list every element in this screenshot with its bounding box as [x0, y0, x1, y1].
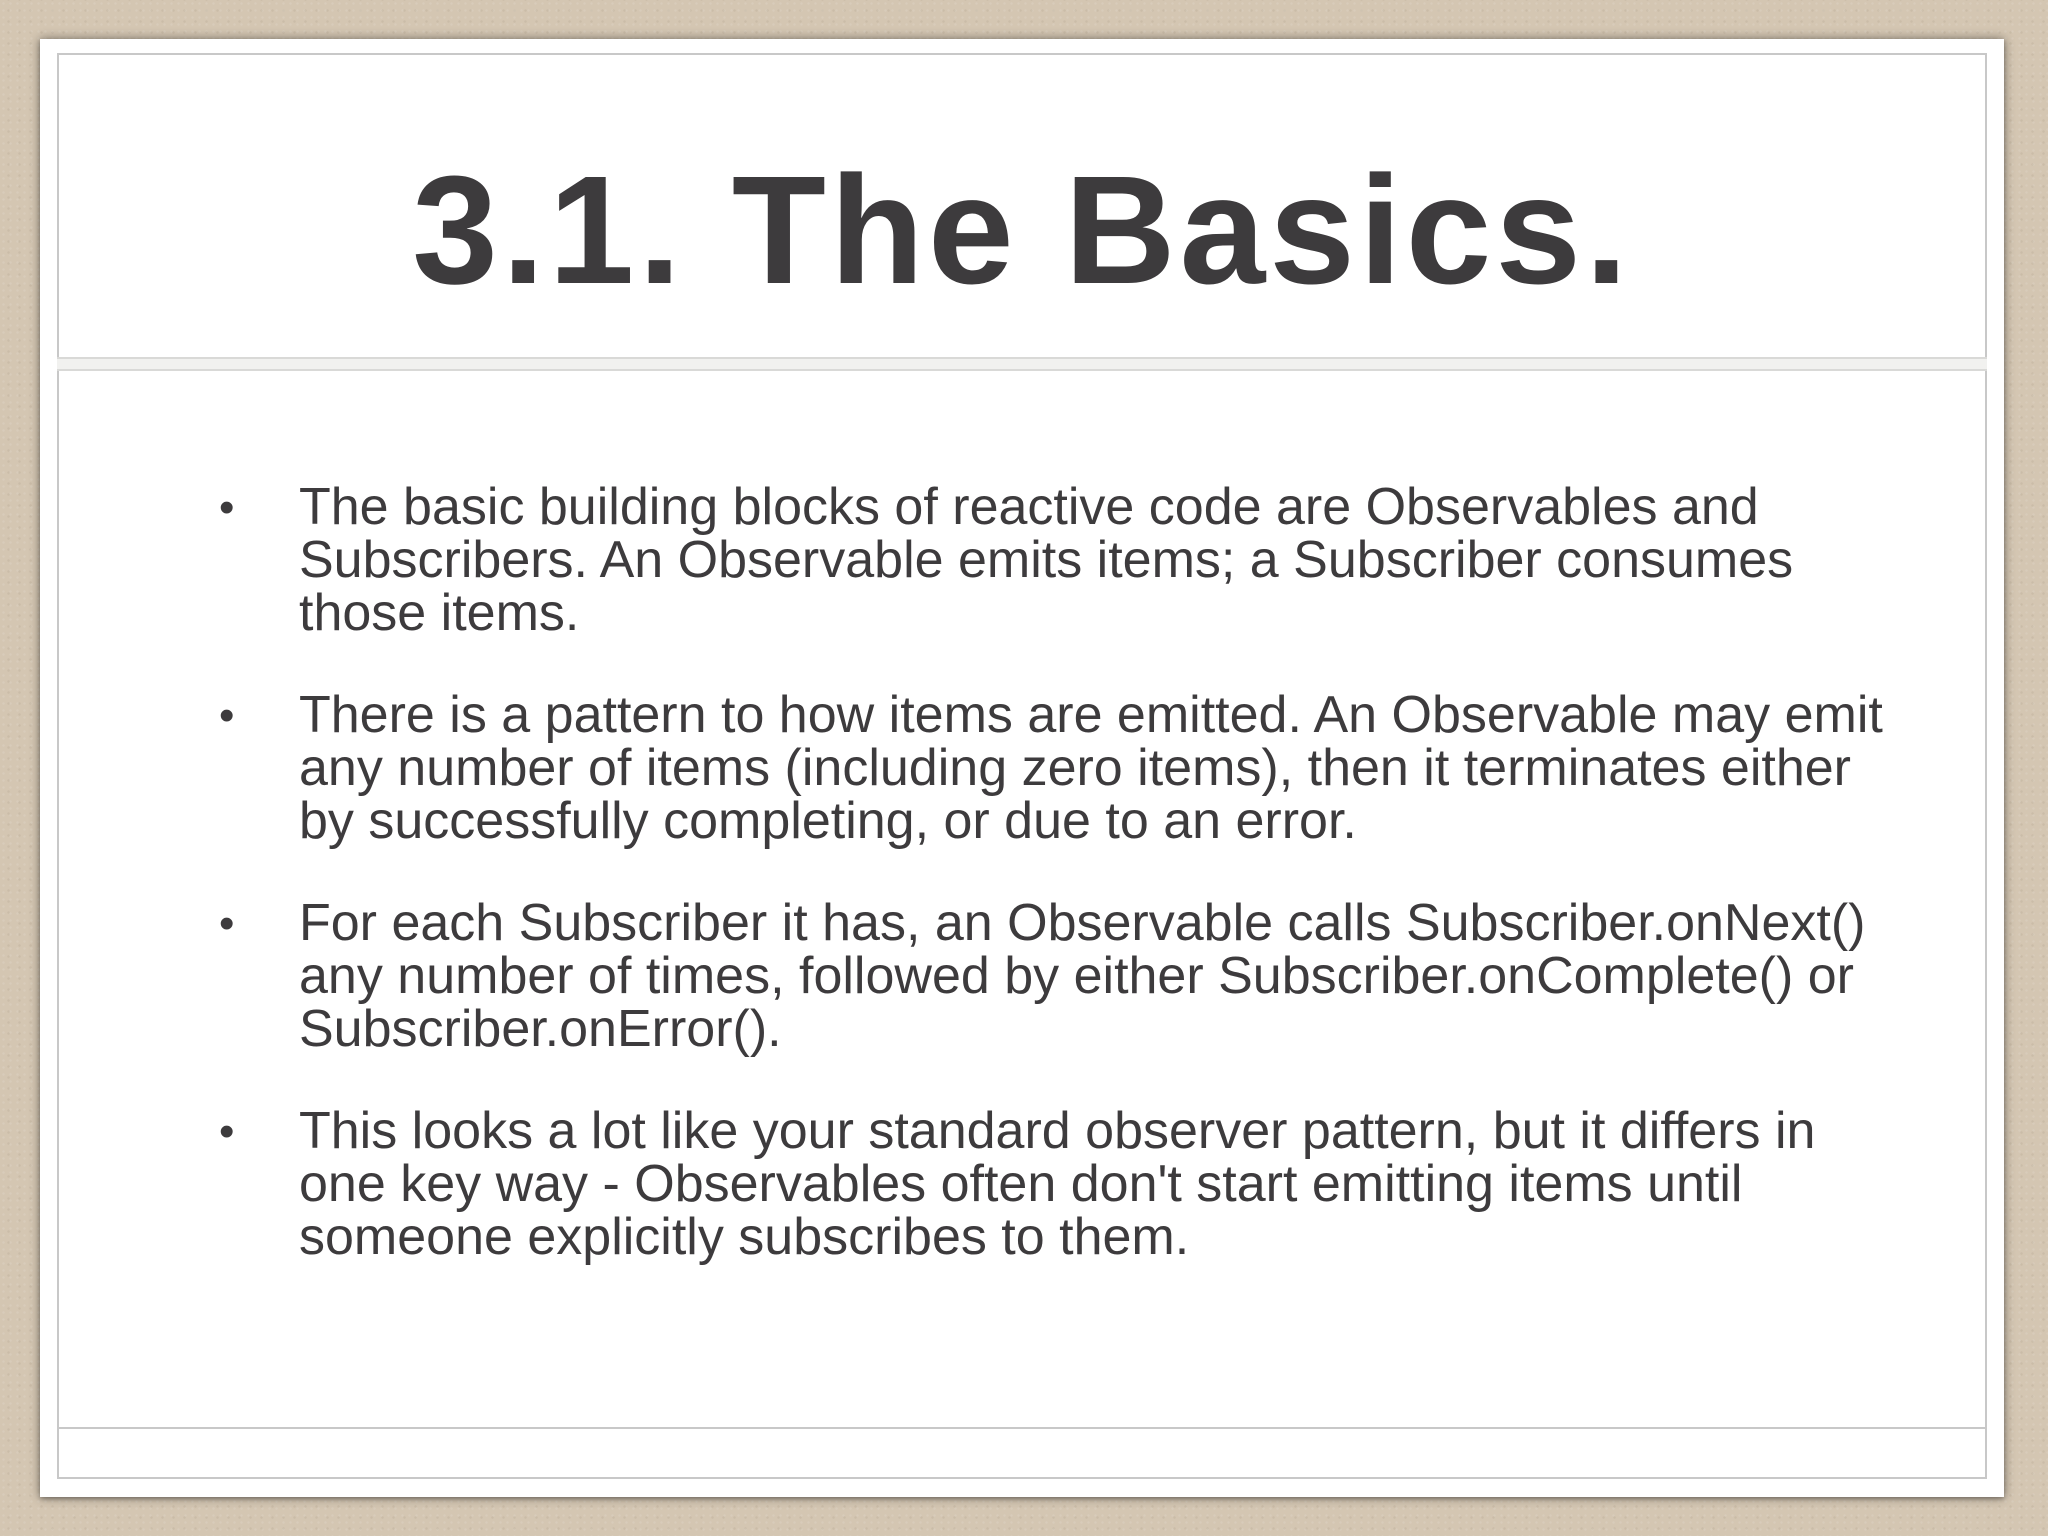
- footer-divider: [57, 1427, 1987, 1429]
- bullet-item: [40, 894, 1899, 1058]
- slide-title: 3.1. The Basics.: [412, 144, 1632, 316]
- slide: [40, 39, 2004, 1497]
- bullet-text: The basic building blocks of reactive code are Observables and Subscribers. An Observable emits items; a Subscriber consumes those items.: [299, 478, 1794, 642]
- bullet-text: This looks a lot like your standard observer pattern, but it differs in one key way - Observables often don't start emitting items until someone explicitly subscribes to them.: [299, 1102, 1816, 1266]
- bullet-item: [40, 478, 1899, 642]
- bullet-marker: •: [219, 1107, 235, 1156]
- bullet-marker: •: [219, 483, 235, 532]
- title-area: [57, 55, 1987, 395]
- bullet-text: For each Subscriber it has, an Observable calls Subscriber.onNext() any number of times, followed by either Subscriber.onComplete() or Subscriber.onError().: [299, 894, 1866, 1058]
- title-divider: [57, 357, 1987, 371]
- bullet-marker: •: [219, 899, 235, 948]
- bullet-item: [40, 1102, 1899, 1266]
- bullet-list: [40, 478, 2004, 1313]
- bullet-marker: •: [219, 691, 235, 740]
- bullet-text: There is a pattern to how items are emitted. An Observable may emit any number of items (including zero items), then it terminates either by successfully completing, or due to an error.: [299, 686, 1883, 850]
- bullet-item: [40, 686, 1899, 850]
